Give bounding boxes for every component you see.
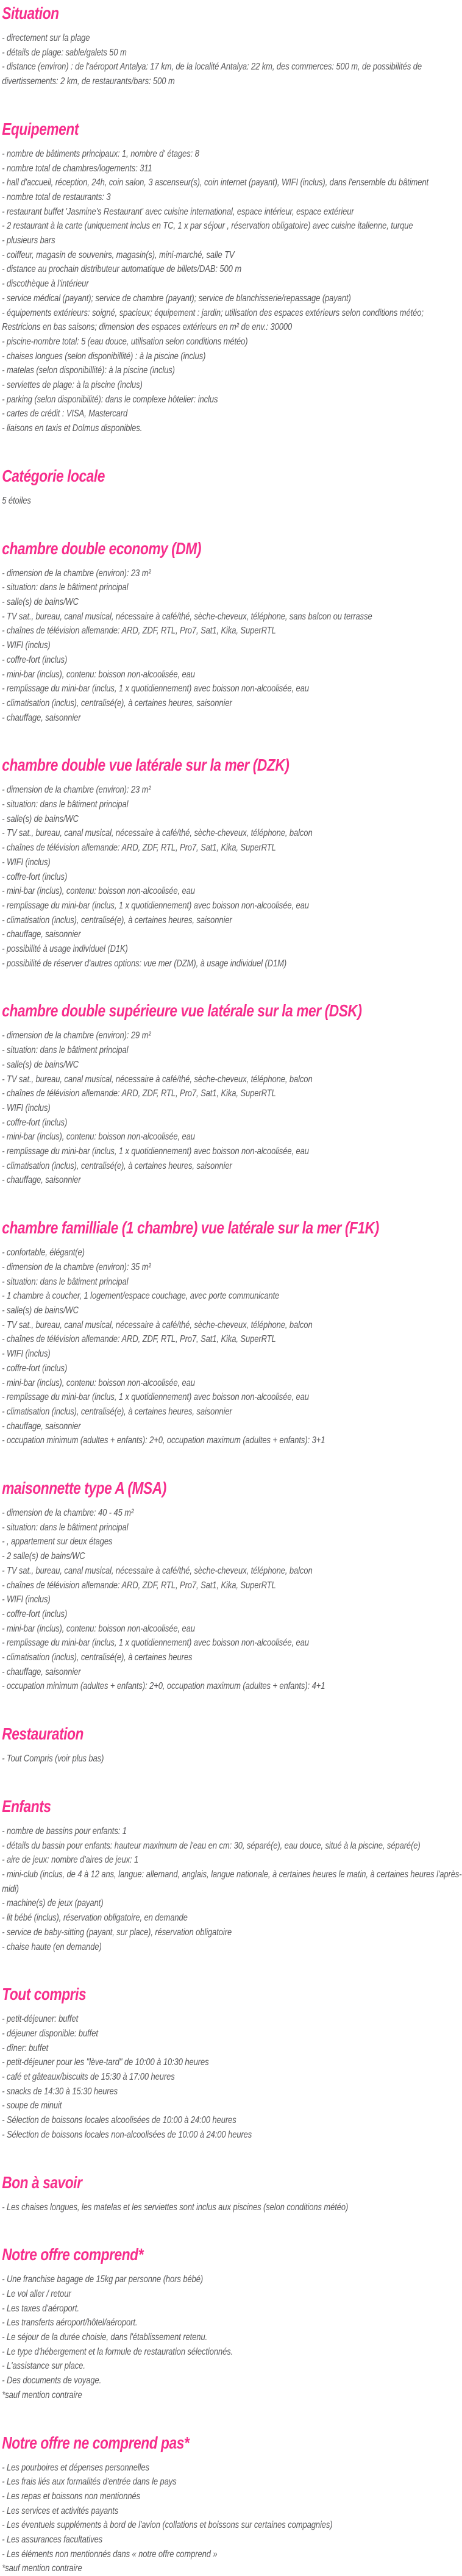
description-line: - dimension de la chambre (environ): 23 m² xyxy=(2,568,151,579)
description-line: - lit bébé (inclus), réservation obligatoire, en demande xyxy=(2,1913,188,1924)
description-line: - salle(s) de bains/WC xyxy=(2,813,79,824)
description-line: - climatisation (inclus), centralisé(e), à certaines heures, saisonnier xyxy=(2,1160,232,1171)
description-line: - service de baby-sitting (payant, sur place), réservation obligatoire xyxy=(2,1927,232,1938)
description-line: - mini-bar (inclus), contenu: boisson non-alcoolisée, eau xyxy=(2,1377,195,1388)
description-line: - coffre-fort (inclus) xyxy=(2,1117,68,1128)
description-line: - matelas (selon disponibillité): à la piscine (inclus) xyxy=(2,365,175,376)
description-line: - mini-bar (inclus), contenu: boisson non-alcoolisée, eau xyxy=(2,886,195,897)
description-line: - occupation minimum (adultes + enfants): 2+0, occupation maximum (adultes + enfants): 4+1 xyxy=(2,1681,325,1692)
description-line: - salle(s) de bains/WC xyxy=(2,596,79,607)
description-line: - chauffage, saisonnier xyxy=(2,1666,81,1677)
description-line: - dimension de la chambre (environ): 35 m² xyxy=(2,1261,151,1272)
section-heading: Equipement xyxy=(2,119,79,138)
section-heading: chambre double vue latérale sur la mer (DZK) xyxy=(2,755,290,775)
description-line: - chaînes de télévision allemande: ARD, ZDF, RTL, Pro7, Sat1, Kika, SuperRTL xyxy=(2,843,276,854)
description-line: - possibilité à usage individuel (D1K) xyxy=(2,944,128,955)
description-line: - parking (selon disponibilité): dans le complexe hôtelier: inclus xyxy=(2,394,218,405)
description-line: - remplissage du mini-bar (inclus, 1 x quotidiennement) avec boisson non-alcoolisée, eau xyxy=(2,683,309,694)
description-line: - 2 salle(s) de bains/WC xyxy=(2,1551,85,1562)
description-line: - confortable, élégant(e) xyxy=(2,1247,85,1258)
description-line: 5 étoiles xyxy=(2,495,31,506)
description-line: - 1 chambre à coucher, 1 logement/espace couchage, avec porte communicante xyxy=(2,1291,280,1302)
description-line: - soupe de minuit xyxy=(2,2100,62,2111)
description-line: - Les chaises longues, les matelas et les serviettes sont inclus aux piscines (selon conditions météo) xyxy=(2,2202,349,2213)
description-line: - climatisation (inclus), centralisé(e), à certaines heures, saisonnier xyxy=(2,915,232,926)
description-line: - détails du bassin pour enfants: hauteur maximum de l'eau en cm: 30, séparé(e), eau douce, situé à la piscine, séparé(e) xyxy=(2,1840,421,1851)
description-line: - Le séjour de la durée choisie, dans l'établissement retenu. xyxy=(2,2332,208,2343)
description-line: - TV sat., bureau, canal musical, nécessaire à café/thé, sèche-cheveux, téléphone, sans balcon ou terrasse xyxy=(2,611,372,622)
section-heading: chambre familliale (1 chambre) vue latérale sur la mer (F1K) xyxy=(2,1218,379,1238)
description-line: - Les services et activités payants xyxy=(2,2505,119,2516)
description-line: - chaînes de télévision allemande: ARD, ZDF, RTL, Pro7, Sat1, Kika, SuperRTL xyxy=(2,1334,276,1345)
description-line: - machine(s) de jeux (payant) xyxy=(2,1898,104,1909)
description-line: - directement sur la plage xyxy=(2,33,90,43)
description-line: - Les assurances facultatives xyxy=(2,2535,103,2546)
description-line: - coffre-fort (inclus) xyxy=(2,654,68,665)
description-line: - liaisons en taxis et Dolmus disponibles. xyxy=(2,423,143,434)
description-line: - Sélection de boissons locales alcoolisées de 10:00 à 24:00 heures xyxy=(2,2115,236,2126)
description-line: - chaînes de télévision allemande: ARD, ZDF, RTL, Pro7, Sat1, Kika, SuperRTL xyxy=(2,626,276,637)
description-line: - nombre total de chambres/logements: 311 xyxy=(2,163,152,174)
description-line: - situation: dans le bâtiment principal xyxy=(2,799,129,810)
section-situation xyxy=(2,4,462,89)
section-heading: Restauration xyxy=(2,1724,84,1744)
description-line: - possibilité de réserver d'autres options: vue mer (DZM), à usage individuel (D1M) xyxy=(2,958,287,969)
description-line: - chauffage, saisonnier xyxy=(2,1175,81,1186)
description-line: - plusieurs bars xyxy=(2,235,55,246)
description-line: - salle(s) de bains/WC xyxy=(2,1059,79,1070)
description-line: - nombre de bassins pour enfants: 1 xyxy=(2,1825,127,1836)
description-line: - snacks de 14:30 à 15:30 heures xyxy=(2,2086,118,2097)
description-line: - Les éléments non mentionnés dans « notre offre comprend » xyxy=(2,2549,218,2560)
description-line: - Les éventuels suppléments à bord de l'avion (collations et boissons sur certaines compagnies) xyxy=(2,2520,333,2531)
description-line: - situation: dans le bâtiment principal xyxy=(2,1276,129,1287)
description-line: - nombre de bâtiments principaux: 1, nombre d' étages: 8 xyxy=(2,148,199,159)
description-line: - mini-club (inclus, de 4 à 12 ans, langue: allemand, anglais, langue nationale, à certaines heures le matin, à certaines heures l'après-midi) xyxy=(2,1869,462,1894)
description-line: - distance au prochain distributeur automatique de billets/DAB: 500 m xyxy=(2,264,242,275)
description-line: - petit-déjeuner pour les "lève-tard" de 10:00 à 10:30 heures xyxy=(2,2057,209,2068)
description-line: - 2 restaurant à la carte (uniquement inclus en TC, 1 x par séjour , réservation obligatoire) avec cuisine italienne, turque xyxy=(2,221,413,232)
description-line: - chaînes de télévision allemande: ARD, ZDF, RTL, Pro7, Sat1, Kika, SuperRTL xyxy=(2,1580,276,1591)
description-line: - service médical (payant); service de chambre (payant); service de blanchisserie/repassage (payant) xyxy=(2,293,351,304)
section-chambre-double-superieure-vue-laterale-sur-la-mer-dsk xyxy=(2,1001,462,1188)
description-line: - distance (environ) : de l'aéroport Antalya: 17 km, de la localité Antalya: 22 km, des commerces: 500 m, de possibilités de divertissements: 2 km, de restaurants/bars: 500 m xyxy=(2,62,422,87)
description-line: - Le vol aller / retour xyxy=(2,2288,71,2299)
description-line: - WIFI (inclus) xyxy=(2,1102,51,1113)
description-line: - hall d'accueil, réception, 24h, coin salon, 3 ascenseur(s), coin internet (payant), WIFI (inclus), dans l'ensemble du bâtiment xyxy=(2,177,429,188)
description-line: - piscine-nombre total: 5 (eau douce, utilisation selon conditions météo) xyxy=(2,336,248,347)
description-line: - Tout Compris (voir plus bas) xyxy=(2,1754,104,1764)
description-line: - climatisation (inclus), centralisé(e), à certaines heures, saisonnier xyxy=(2,1406,232,1417)
description-line: - climatisation (inclus), centralisé(e), à certaines heures xyxy=(2,1652,193,1663)
description-line: - TV sat., bureau, canal musical, nécessaire à café/thé, sèche-cheveux, téléphone, balcon xyxy=(2,828,313,839)
description-line: - TV sat., bureau, canal musical, nécessaire à café/thé, sèche-cheveux, téléphone, balcon xyxy=(2,1319,313,1330)
description-line: - occupation minimum (adultes + enfants): 2+0, occupation maximum (adultes + enfants): 3+1 xyxy=(2,1435,325,1446)
description-line: - chauffage, saisonnier xyxy=(2,929,81,940)
description-line: - climatisation (inclus), centralisé(e), à certaines heures, saisonnier xyxy=(2,698,232,708)
description-line: - coiffeur, magasin de souvenirs, magasin(s), mini-marché, salle TV xyxy=(2,249,235,260)
description-line: - chaînes de télévision allemande: ARD, ZDF, RTL, Pro7, Sat1, Kika, SuperRTL xyxy=(2,1088,276,1099)
description-line: - mini-bar (inclus), contenu: boisson non-alcoolisée, eau xyxy=(2,669,195,680)
section-restauration xyxy=(2,1724,462,1766)
description-line: - café et gâteaux/biscuits de 15:30 à 17:00 heures xyxy=(2,2072,175,2083)
description-line: - dimension de la chambre: 40 - 45 m² xyxy=(2,1508,134,1519)
description-line: - Les frais liés aux formalités d'entrée dans le pays xyxy=(2,2477,177,2488)
description-line: - WIFI (inclus) xyxy=(2,640,51,651)
description-line: - remplissage du mini-bar (inclus, 1 x quotidiennement) avec boisson non-alcoolisée, eau xyxy=(2,1392,309,1403)
section-heading: Notre offre comprend* xyxy=(2,2245,144,2264)
description-line: - WIFI (inclus) xyxy=(2,1594,51,1605)
description-line: - mini-bar (inclus), contenu: boisson non-alcoolisée, eau xyxy=(2,1132,195,1143)
description-line: - coffre-fort (inclus) xyxy=(2,871,68,882)
section-chambre-double-vue-laterale-sur-la-mer-dzk xyxy=(2,755,462,971)
description-line: - situation: dans le bâtiment principal xyxy=(2,1045,129,1056)
description-line: - remplissage du mini-bar (inclus, 1 x quotidiennement) avec boisson non-alcoolisée, eau xyxy=(2,1638,309,1649)
description-line: - aire de jeux: nombre d'aires de jeux: 1 xyxy=(2,1855,139,1866)
description-line: - discothèque à l'intérieur xyxy=(2,279,89,290)
section-heading: Enfants xyxy=(2,1796,51,1816)
section-heading: Tout compris xyxy=(2,1985,87,2004)
description-line: - situation: dans le bâtiment principal xyxy=(2,1522,129,1533)
description-line: - TV sat., bureau, canal musical, nécessaire à café/thé, sèche-cheveux, téléphone, balcon xyxy=(2,1074,313,1085)
description-line: *sauf mention contraire xyxy=(2,2563,82,2574)
description-line: - chaises longues (selon disponibillité) : à la piscine (inclus) xyxy=(2,351,206,362)
section-chambre-double-economy-dm xyxy=(2,539,462,726)
description-line: - remplissage du mini-bar (inclus, 1 x quotidiennement) avec boisson non-alcoolisée, eau xyxy=(2,1146,309,1157)
section-equipement xyxy=(2,120,462,436)
description-line: - dîner: buffet xyxy=(2,2043,49,2053)
description-line: - L'assistance sur place. xyxy=(2,2361,85,2372)
description-line: - WIFI (inclus) xyxy=(2,857,51,868)
description-line: - chauffage, saisonnier xyxy=(2,1421,81,1432)
description-line: - cartes de crédit : VISA, Mastercard xyxy=(2,409,128,419)
description-line: - situation: dans le bâtiment principal xyxy=(2,582,129,593)
description-line: - coffre-fort (inclus) xyxy=(2,1608,68,1619)
section-notre-offre-ne-comprend-pas xyxy=(2,2433,462,2576)
description-line: - équipements extérieurs: soigné, spacieux; équipement : jardin; utilisation des espaces extérieurs selon conditions météo; Restricions en bas saisons; dimension des espaces extérieurs en m² de env.: 30000 xyxy=(2,307,424,333)
description-line: - mini-bar (inclus), contenu: boisson non-alcoolisée, eau xyxy=(2,1623,195,1634)
description-line: - Les repas et boissons non mentionnés xyxy=(2,2491,140,2502)
description-line: - Une franchise bagage de 15kg par personne (hors bébé) xyxy=(2,2274,204,2285)
section-heading: chambre double economy (DM) xyxy=(2,538,202,558)
section-maisonnette-type-a-msa xyxy=(2,1479,462,1694)
description-line: - Les taxes d'aéroport. xyxy=(2,2303,79,2314)
section-heading: Catégorie locale xyxy=(2,466,105,485)
section-heading: chambre double supérieure vue latérale sur la mer (DSK) xyxy=(2,1001,362,1021)
section-heading: Bon à savoir xyxy=(2,2172,82,2192)
description-line: - Les pourboires et dépenses personnelles xyxy=(2,2462,149,2473)
description-line: - petit-déjeuner: buffet xyxy=(2,2014,79,2025)
description-line: - Les transferts aéroport/hôtel/aéroport. xyxy=(2,2317,138,2328)
description-line: - TV sat., bureau, canal musical, nécessaire à café/thé, sèche-cheveux, téléphone, balcon xyxy=(2,1565,313,1576)
description-line: - restaurant buffet 'Jasmine's Restaurant' avec cuisine international, espace intérieur, espace extérieur xyxy=(2,206,354,217)
description-line: - Sélection de boissons locales non-alcoolisées de 10:00 à 24:00 heures xyxy=(2,2129,252,2140)
description-line: - Le type d'hébergement et la formule de restauration sélectionnés. xyxy=(2,2346,233,2357)
section-bon-a-savoir xyxy=(2,2173,462,2215)
section-enfants xyxy=(2,1797,462,1954)
section-notre-offre-comprend xyxy=(2,2245,462,2402)
description-line: - , appartement sur deux étages xyxy=(2,1536,113,1547)
section-tout-compris xyxy=(2,1985,462,2142)
section-heading: maisonnette type A (MSA) xyxy=(2,1479,166,1498)
description-line: - nombre total de restaurants: 3 xyxy=(2,191,111,202)
section-heading: Notre offre ne comprend pas* xyxy=(2,2433,190,2452)
description-line: - coffre-fort (inclus) xyxy=(2,1363,68,1374)
description-line: - serviettes de plage: à la piscine (inclus) xyxy=(2,380,143,391)
description-line: - remplissage du mini-bar (inclus, 1 x quotidiennement) avec boisson non-alcoolisée, eau xyxy=(2,900,309,911)
description-line: - chaise haute (en demande) xyxy=(2,1941,102,1952)
description-line: - chauffage, saisonnier xyxy=(2,712,81,723)
description-line: - détails de plage: sable/galets 50 m xyxy=(2,47,127,58)
section-categorie-locale xyxy=(2,466,462,508)
description-line: - dimension de la chambre (environ): 23 m² xyxy=(2,785,151,796)
description-line: - dimension de la chambre (environ): 29 m² xyxy=(2,1030,151,1041)
description-line: - Des documents de voyage. xyxy=(2,2375,102,2386)
description-line: - déjeuner disponible: buffet xyxy=(2,2028,98,2039)
description-line: - WIFI (inclus) xyxy=(2,1349,51,1360)
description-line: *sauf mention contraire xyxy=(2,2389,82,2400)
section-heading: Situation xyxy=(2,4,59,23)
section-chambre-familliale-1-chambre-vue-laterale-sur-la-mer-f1k xyxy=(2,1218,462,1448)
description-line: - salle(s) de bains/WC xyxy=(2,1305,79,1316)
